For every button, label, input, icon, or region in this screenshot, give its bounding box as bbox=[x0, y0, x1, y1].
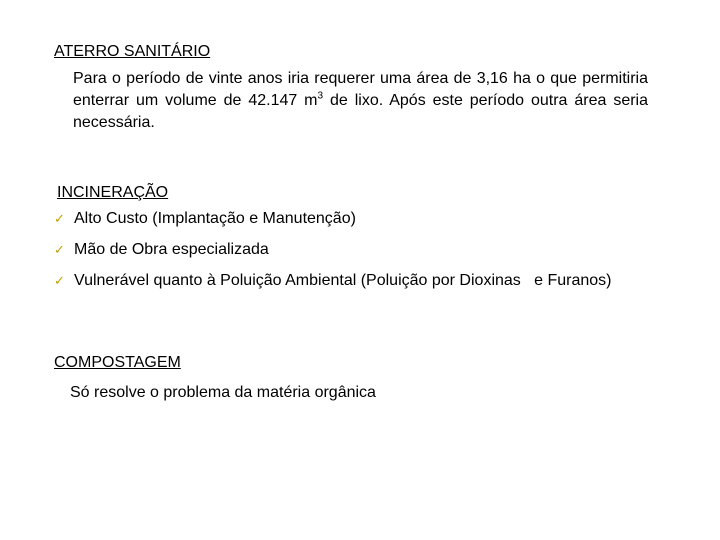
paragraph-aterro-sanitario bbox=[73, 68, 648, 134]
list-item-text: Mão de Obra especializada bbox=[74, 241, 269, 258]
checkmark-icon: ✓ bbox=[54, 242, 65, 257]
list-item bbox=[54, 208, 654, 230]
list-item-text: Vulnerável quanto à Poluição Ambiental (Poluição por Dioxinas e Furanos) bbox=[74, 272, 612, 289]
superscript-cubic: 3 bbox=[317, 90, 324, 102]
paragraph-aterro-text-start: Para o período de vinte anos iria requerer uma área de 3,16 ha o que permitiria enterrar um volume de 42.147 m bbox=[73, 70, 648, 109]
heading-aterro-sanitario: ATERRO SANITÁRIO bbox=[54, 43, 211, 60]
checkmark-icon: ✓ bbox=[54, 273, 65, 288]
list-item bbox=[54, 270, 634, 292]
checkmark-icon: ✓ bbox=[54, 211, 65, 226]
paragraph-aterro-text-end: de lixo. Após este período outra área seria necessária. bbox=[73, 92, 648, 131]
paragraph-compostagem: Só resolve o problema da matéria orgânica bbox=[70, 384, 376, 401]
heading-incineracao: INCINERAÇÃO bbox=[57, 184, 169, 201]
list-item-text: Alto Custo (Implantação e Manutenção) bbox=[74, 210, 356, 227]
list-item bbox=[54, 239, 654, 261]
heading-compostagem: COMPOSTAGEM bbox=[54, 354, 181, 371]
